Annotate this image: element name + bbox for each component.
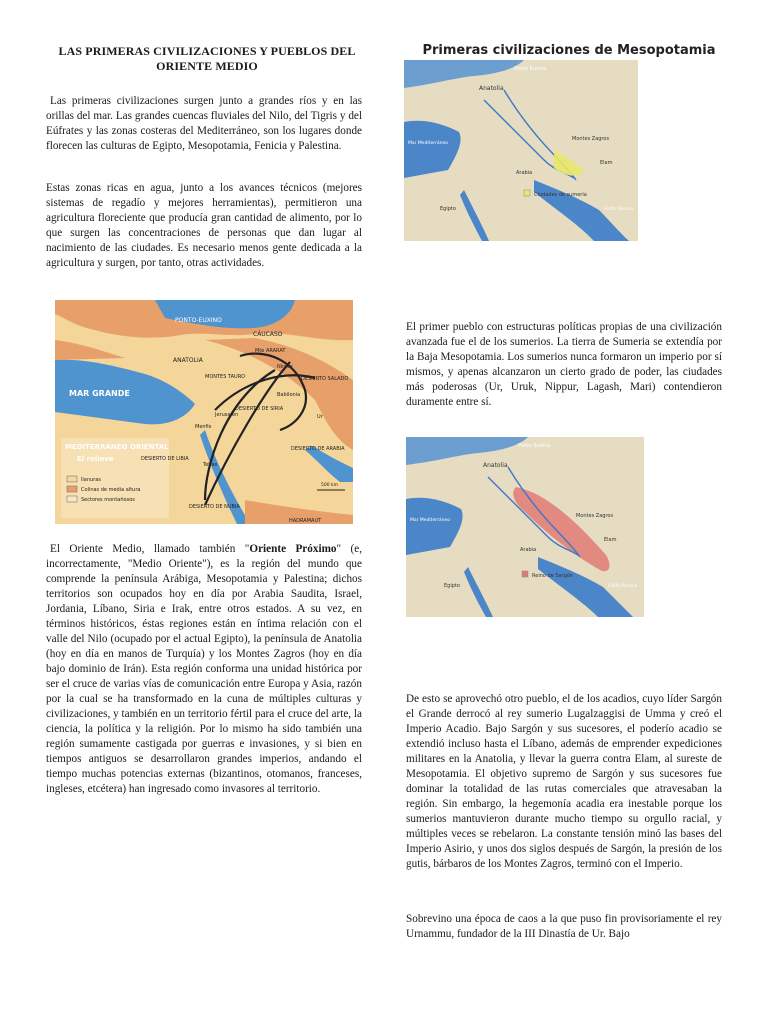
relief-label: DESIERTO DE NUBIA xyxy=(189,504,240,510)
map3-label: Anatolia xyxy=(483,462,508,469)
paragraph-intro: Las primeras civilizaciones surgen junto a grandes ríos y en las orillas del mar. Las grandes cuencas fluviales del Nilo, del Tigris y del Eúfrates y las zonas costeras del Mediterráneo, son los lugares donde florecen las culturas de Egipto, Mesopotamia, Fenicia y Palestina. xyxy=(46,95,362,152)
relief-label: DESIERTO DE LIBIA xyxy=(141,456,189,462)
relief-label: ANATOLIA xyxy=(173,357,203,364)
map1-legend: Ciudades de sumeria xyxy=(534,192,587,198)
map3-label: Egipto xyxy=(444,583,460,589)
map3-label: Montes Zagros xyxy=(576,513,614,519)
relief-label: Nínive xyxy=(277,364,293,370)
map1-label: Anatolia xyxy=(479,85,504,92)
map3-label: Ponto Euxino xyxy=(518,443,551,449)
paragraph-agriculture: Estas zonas ricas en agua, junto a los avances técnicos (mejores sistemas de regadío y mejores herramientas), permitieron una agricultura floreciente que producía gran cantidad de alimento, por lo que surgen las concentraciones de personas que dan lugar al nacimiento de las ciudades. Es necesario menos gente dedicada a la agricultura y surgen, por tanto, otras actividades. xyxy=(46,182,362,269)
article-title: LAS PRIMERAS CIVILIZACIONES Y PUEBLOS DEL ORIENTE MEDIO xyxy=(58,44,356,73)
map-sargon xyxy=(406,437,644,617)
paragraph-acadios: De esto se aprovechó otro pueblo, el de los acadios, cuyo líder Sargón el Grande derrocó al rey sumerio Lugalzaggisi de Umma y creó el Imperio Acadio. Bajo Sargón y sus sucesores, el poderío acadio se extendió incluso hasta el Líbano, además de emprender expediciones militares en la Anatolia, y llevar la guerra contra Elam, al sureste de Mesopotamia. El objetivo supremo de Sargón y sus sucesores fue dominar la totalidad de las rutas comerciales que atravesaban la región. Sin embargo, la hegemonía acadia era inestable porque los sumerios mantuvieron durante mucho tiempo su orgullo racial, y múltiples veces se rebelaron. La constante tensión minó las bases del Imperio Asirio, y unos dos siglos después de Sargón, la presión de los gutis, bárbaros de los Montes Zagros, terminó con el Imperio. xyxy=(406,693,722,870)
relief-label: Jerusalén xyxy=(215,412,239,418)
relief-label: Babilonia xyxy=(277,392,301,398)
map-sumeria xyxy=(404,60,638,241)
paragraph-urnammu: Sobrevino una época de caos a la que puso fin provisoriamente el rey Urnammu, fundador de la III Dinastía de Ur. Bajo xyxy=(406,913,722,940)
oriente-proximo-term: Oriente Próximo xyxy=(249,543,337,555)
map3-legend: Reino de Sargón xyxy=(532,573,573,579)
map1-label: Egipto xyxy=(440,206,456,212)
map-section-title: Primeras civilizaciones de Mesopotamia xyxy=(422,43,716,58)
relief-legend-item: Colinas de media altura xyxy=(81,487,141,493)
map3-label: Mar Mediterráneo xyxy=(410,518,450,523)
map1-label: Golfo Pérsico xyxy=(604,207,634,212)
paragraph-sumerios: El primer pueblo con estructuras políticas propias de una civilización avanzada fue el de los sumerios. La tierra de Sumeria se extendía por la Baja Mesopotamia. Los sumerios nunca formaron un imperio por sí mismos, y apenas alcanzaron un cierto grado de poder, las ciudades más poderosas (Ur, Uruk, Nippur, Lagash, Mari) contendieron duramente entre sí. xyxy=(406,321,722,408)
relief-label: DESIERTO DE SIRIA xyxy=(235,406,284,412)
paragraph-oriente-medio-body: " (e, incorrectamente, "Medio Oriente"), es la región del mundo que comprende la península Arábiga, Mesopotamia y Palestina; dichos territorios son ocupados hoy en día por Arabia Saudita, Israel, Jordania, Líbano, Siria e Irak, entre otros estados. A su vez, en términos históricos, éstas regiones están en íntima relación con el valle del Nilo (ocupado por el actual Egipto), la península de Anatolia (hoy en día en manos de Turquía) y los Montes Zagros (hoy en día bajo dominio de Irán). Esta región conforma una unidad histórica por ser el cruce de varias vías de comunicación entre Europa y Asia, razón por la cual se ha transformado en la cuna de múltiples culturas y civilizaciones, y también en un territorio fértil para el cruce del arte, la ciencia, la política y la religión. Por lo mismo ha sido también una región sumamente castigada por guerras e invasiones, y si bien en tiempos antiguos se desarrollaron grandes imperios, andando el tiempo muchas potencias externas (bizantinos, otomanos, franceses, ingleses, etcétera) han ingresado como invasores al territorio. xyxy=(46,543,362,795)
relief-label: PONTO-EUXINO xyxy=(175,317,222,324)
relief-label: Mte ARARAT xyxy=(255,348,286,354)
map3-label: Elam xyxy=(604,537,617,543)
relief-label: MONTES TAURO xyxy=(205,374,246,380)
relief-box-title: MEDITERRÁNEO ORIENTAL xyxy=(65,443,169,451)
relief-label: Menfis xyxy=(195,424,212,430)
map1-label: Mar Mediterráneo xyxy=(408,141,448,146)
relief-legend-item: Sectores montañosos xyxy=(81,497,135,503)
relief-label: DESIERTO DE ARABIA xyxy=(291,446,345,452)
paragraph-oriente-medio xyxy=(46,542,362,797)
relief-box-subtitle: El relieve xyxy=(77,455,114,463)
relief-label: MAR GRANDE xyxy=(69,389,130,398)
map3-label: Golfo Pérsico xyxy=(608,584,638,589)
relief-label: Ur xyxy=(317,414,323,420)
relief-label: Tebas xyxy=(203,462,218,468)
relief-legend-item: llanuras xyxy=(81,477,101,483)
relief-label: DESIERTO SALADO xyxy=(301,376,349,382)
relief-label: HADRAMAUT xyxy=(289,518,322,524)
map1-label: Arabia xyxy=(516,170,533,176)
relief-label: CÁUCASO xyxy=(253,331,283,338)
map-relief xyxy=(55,300,353,524)
map1-label: Montes Zagros xyxy=(572,136,610,142)
map3-label: Arabia xyxy=(520,547,537,553)
paragraph-oriente-medio-lead: El Oriente Medio, llamado también " xyxy=(50,543,250,555)
map1-label: Ponto Euxino xyxy=(514,66,547,72)
relief-scale: 500 km xyxy=(321,483,339,488)
map1-label: Elam xyxy=(600,160,613,166)
